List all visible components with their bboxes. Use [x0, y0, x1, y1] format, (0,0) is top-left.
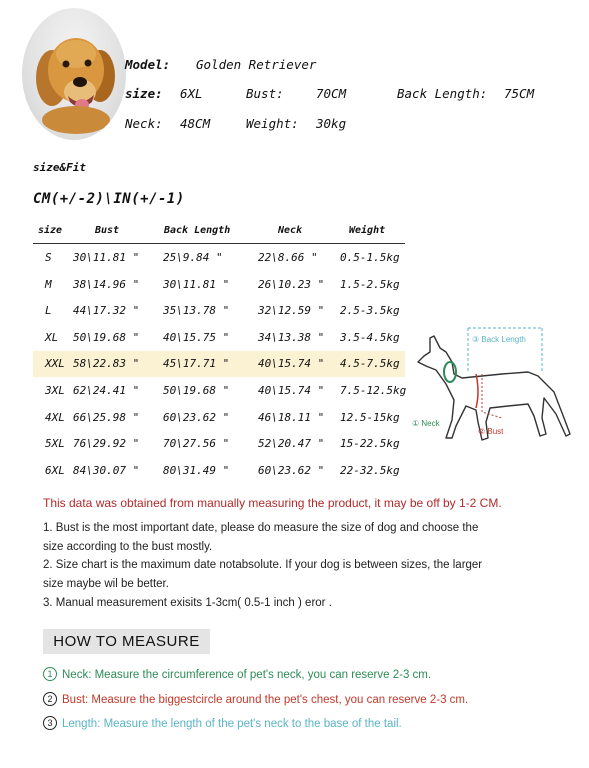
- note-1a: 1. Bust is the most important date, please do measure the size of dog and choose the: [43, 522, 479, 534]
- dog-avatar: [22, 8, 126, 140]
- row-neck: 40\15.74 ": [258, 357, 325, 371]
- note-1b: size according to the bust mostly.: [43, 541, 213, 553]
- note-3: 3. Manual measurement exisits 1-3cm( 0.5-1 inch ) eror .: [43, 597, 332, 609]
- measure-length: [43, 716, 402, 730]
- row-weight: 22-32.5kg: [340, 463, 400, 477]
- row-neck: 26\10.23 ": [258, 277, 325, 291]
- row-neck: 46\18.11 ": [258, 410, 325, 424]
- measure-bust: [43, 692, 468, 706]
- units-title: CM(+/-2)\IN(+/-1): [33, 191, 185, 207]
- table-row: [33, 378, 405, 404]
- note-2b: size maybe wil be better.: [43, 578, 169, 590]
- row-weight: 3.5-4.5kg: [340, 330, 400, 344]
- row-neck: 40\15.74 ": [258, 384, 325, 397]
- header-bust: Bust: [95, 225, 120, 236]
- table-row: [33, 325, 405, 351]
- number-2-icon: 2: [43, 692, 57, 706]
- table-row: [33, 245, 405, 271]
- row-neck: 60\23.62 ": [258, 463, 325, 477]
- header-size: size: [38, 225, 63, 236]
- note-2a: 2. Size chart is the maximum date notabsolute. If your dog is between sizes, the larger: [43, 559, 483, 571]
- row-size: XXL: [45, 357, 65, 371]
- row-back-length: 35\13.78 ": [163, 304, 230, 318]
- dog-silhouette-icon: [418, 336, 570, 440]
- row-weight: 4.5-7.5kg: [340, 357, 400, 371]
- warning-note: This data was obtained from manually measuring the product, it may be off by 1-2 CM.: [43, 496, 502, 510]
- row-size: 3XL: [45, 384, 65, 397]
- row-bust: 66\25.98 ": [73, 410, 140, 424]
- row-back-length: 45\17.71 ": [163, 357, 230, 371]
- row-weight: 12.5-15kg: [340, 410, 400, 424]
- row-back-length: 25\9.84 ": [163, 251, 223, 264]
- size-label: size:: [125, 86, 163, 101]
- measurement-diagram: [406, 322, 576, 452]
- row-neck: 52\20.47 ": [258, 437, 325, 451]
- row-back-length: 50\19.68 ": [163, 384, 230, 397]
- row-size: XL: [45, 330, 59, 344]
- row-back-length: 40\15.75 ": [163, 330, 230, 344]
- model-label: Model:: [125, 57, 171, 72]
- neck-label: Neck:: [125, 116, 163, 131]
- measure-length-text: Length: Measure the length of the pet's neck to the base of the tail.: [62, 718, 402, 730]
- row-size: L: [45, 304, 52, 318]
- table-row: [33, 272, 405, 298]
- table-row: [33, 298, 405, 324]
- row-size: S: [45, 251, 52, 264]
- weight-value: 30kg: [316, 116, 347, 131]
- weight-label: Weight:: [246, 116, 299, 131]
- row-weight: 7.5-12.5kg: [340, 384, 407, 397]
- row-size: 4XL: [45, 410, 65, 424]
- table-row: [33, 458, 405, 484]
- section-title: size&Fit: [33, 161, 86, 174]
- row-size: 6XL: [45, 463, 65, 477]
- row-weight: 2.5-3.5kg: [340, 304, 400, 318]
- row-back-length: 60\23.62 ": [163, 410, 230, 424]
- bust-marker: [476, 374, 478, 408]
- measure-neck: [43, 667, 431, 681]
- bust-label: Bust:: [246, 86, 284, 101]
- row-bust: 30\11.81 ": [73, 251, 140, 264]
- row-size: 5XL: [45, 437, 65, 451]
- row-back-length: 30\11.81 ": [163, 277, 230, 291]
- measure-bust-label: Bust:: [62, 694, 89, 706]
- bust-diagram-label: ② Bust: [478, 427, 504, 436]
- number-1-icon: 1: [43, 667, 57, 681]
- header-divider: [33, 243, 405, 244]
- golden-retriever-icon: [22, 8, 126, 140]
- measure-bust-text: Measure the biggestcircle around the pet's chest, you can reserve 2-3 cm.: [91, 694, 469, 706]
- row-bust: 44\17.32 ": [73, 304, 140, 318]
- back-length-diagram-label: ③ Back Length: [472, 335, 526, 344]
- row-weight: 0.5-1.5kg: [340, 251, 400, 264]
- number-3-icon: 3: [43, 716, 57, 730]
- row-neck: 22\8.66 ": [258, 251, 318, 264]
- header-neck: Neck: [278, 225, 303, 236]
- row-back-length: 70\27.56 ": [163, 437, 230, 451]
- neck-value: 48CM: [180, 116, 211, 131]
- neck-diagram-label: ① Neck: [412, 419, 440, 428]
- header-weight: Weight: [349, 225, 386, 236]
- bust-value: 70CM: [316, 86, 347, 101]
- row-bust: 84\30.07 ": [73, 463, 140, 477]
- how-to-measure-title: HOW TO MEASURE: [43, 629, 210, 654]
- row-back-length: 80\31.49 ": [163, 463, 230, 477]
- row-bust: 38\14.96 ": [73, 277, 140, 291]
- row-bust: 50\19.68 ": [73, 330, 140, 344]
- row-bust: 76\29.92 ": [73, 437, 140, 451]
- row-bust: 62\24.41 ": [73, 384, 140, 397]
- header-back-length: Back Length: [164, 225, 231, 236]
- back-length-label: Back Length:: [397, 86, 488, 101]
- table-row: [33, 405, 405, 431]
- table-row: [33, 351, 405, 377]
- row-size: M: [45, 277, 52, 291]
- row-weight: 1.5-2.5kg: [340, 277, 400, 291]
- row-neck: 34\13.38 ": [258, 330, 325, 344]
- row-weight: 15-22.5kg: [340, 437, 400, 451]
- measure-neck-text: Neck: Measure the circumference of pet's neck, you can reserve 2-3 cm.: [62, 669, 432, 681]
- size-value: 6XL: [180, 86, 203, 101]
- row-neck: 32\12.59 ": [258, 304, 325, 318]
- row-bust: 58\22.83 ": [73, 357, 140, 371]
- table-row: [33, 431, 405, 457]
- model-value: Golden Retriever: [196, 57, 317, 72]
- back-length-value: 75CM: [504, 86, 535, 101]
